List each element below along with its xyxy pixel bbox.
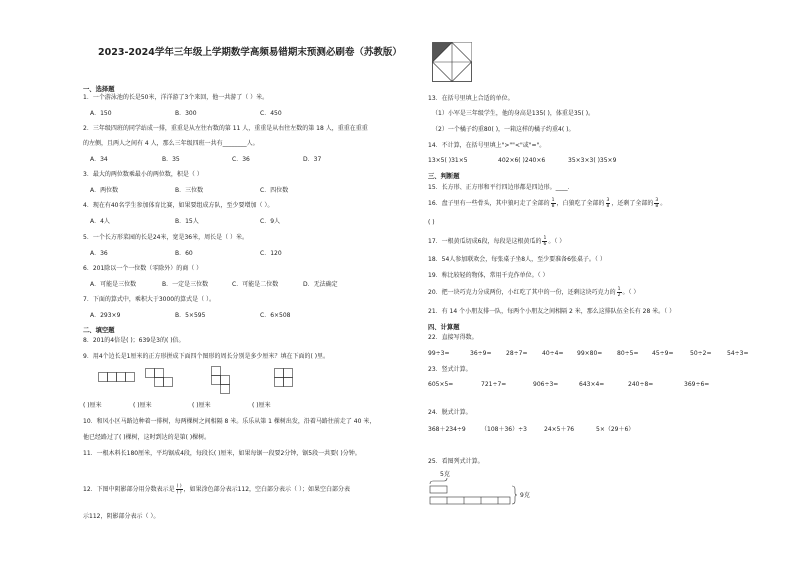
q24-item-4: 5×（29＋6） [596, 426, 635, 433]
question-15: 15．长方形、正方形和平行四边形都是四边形。____． [428, 184, 574, 191]
q5-option-b: B．60 [175, 250, 193, 257]
q14-compare-3: 35×3×3( )35×9 [568, 157, 617, 164]
q4-option-a: A．4人 [90, 218, 110, 225]
question-9: 9．用4个边长是1厘米的正方形拼成下面四个图形的周长分别是多少厘米？填在下面的( )里。 [83, 353, 330, 360]
q16-text-end: 。 [660, 200, 667, 207]
q6-option-d: D．无法确定 [303, 281, 338, 288]
question-1: 1．一个游泳池的长是50米，洋洋游了3个来回，他一共游了（ ）米。 [83, 94, 269, 101]
section-choice-heading: 一、选择题 [83, 86, 115, 93]
q25-bar-diagram [428, 478, 518, 508]
q5-option-c: C．120 [260, 250, 282, 257]
q2-option-d: D．37 [303, 156, 322, 163]
q22-item-5: 99×80= [577, 350, 603, 357]
q23-item-2: 721÷7= [481, 381, 507, 388]
q5-option-a: A．36 [90, 250, 108, 257]
q25-top-label: 5克 [440, 471, 450, 478]
q22-item-3: 28÷7= [506, 350, 528, 357]
q7-option-c: C．6×508 [260, 312, 291, 319]
question-25: 25．看图列式计算。 [428, 458, 484, 465]
q14-compare-2: 402×6( )240×6 [498, 157, 546, 164]
section-fill-heading: 二、填空题 [83, 327, 115, 334]
question-17 [428, 236, 565, 247]
question-18: 18．54人参加联欢会，每张桌子坐8人，至少要准备6张桌子。（ ） [428, 256, 606, 263]
q20-text: 20．把一块巧克力分成两份，小红吃了其中的一份，还剩这块巧克力的 [428, 289, 616, 296]
q9-blank-2: ( )厘米 [133, 402, 152, 409]
q7-option-b: B．5×595 [175, 312, 206, 319]
q22-item-6: 80÷5= [617, 350, 639, 357]
q12-text-b: ，如果涂色部分表示112，空白部分表示（ ）；如果空白部分表 [183, 486, 350, 493]
question-22: 22．直接写得数。 [428, 334, 478, 341]
q16-text-b: ，白狼吃了全部的 [556, 200, 605, 207]
question-23: 23．竖式计算。 [428, 366, 472, 373]
q2-option-c: C．36 [232, 156, 250, 163]
section-calc-heading: 四、计算题 [428, 324, 460, 331]
question-8: 8．201的4倍是( )；639是3的( )倍。 [83, 337, 185, 344]
question-13-1: （1）小军是三年级学生，他的身高是135( )，体重是35( )。 [432, 110, 595, 117]
question-21: 21．有 14 个小朋友排一队，每两个小朋友之间相隔 2 米，那么这排队伍全长有 28 米。（ ） [428, 308, 676, 315]
question-10-line2: 他已经路过了( )棵树，这时到达的是第( )棵树。 [83, 434, 211, 441]
question-3: 3．最大的两位数乘最小的两位数，积是（ ） [83, 171, 203, 178]
q9-blank-1: ( )厘米 [83, 402, 102, 409]
question-12-line2: 示112，阴影部分表示（ ）。 [83, 513, 160, 520]
q25-right-label: 9克 [520, 492, 530, 499]
question-20 [428, 287, 639, 298]
q7-option-a: A．293×9 [90, 312, 121, 319]
q22-item-9: 54÷3= [727, 350, 749, 357]
q22-item-2: 36÷9= [470, 350, 492, 357]
question-11: 11．一根木料长180厘米，平均锯成4段，每段长( )厘米，如果每锯一段要2分钟，锯5段一共要( )分钟。 [83, 450, 361, 457]
q9-shape-4 [274, 368, 294, 388]
q6-option-a: A．可能是三位数 [90, 281, 137, 288]
q17-text: 17．一根黄瓜切成6段，每段是这根黄瓜的 [428, 238, 542, 245]
q3-option-a: A．两位数 [90, 187, 119, 194]
q4-option-b: B．15人 [175, 218, 199, 225]
q24-item-3: 24×5＋76 [544, 426, 575, 433]
q16-answer-paren: ( ) [428, 219, 435, 226]
q22-item-1: 99÷3= [428, 350, 450, 357]
question-16 [428, 198, 666, 209]
q1-option-c: C．450 [260, 110, 282, 117]
q23-item-3: 906÷3= [533, 381, 559, 388]
q12-fraction: $\frac{( )}{( )}$ [176, 484, 182, 495]
q9-blank-3: ( )厘米 [192, 402, 211, 409]
q20-fraction: $\frac{1}{2}$ [617, 287, 621, 298]
q6-option-c: C．可能是二位数 [232, 281, 279, 288]
question-5: 5．一个长方形菜园的长是24米，宽是36米，周长是（ ）米。 [83, 234, 248, 241]
page-title: 2023-2024学年三年级上学期数学高频易错期末预测必刷卷（苏教版） [98, 47, 402, 58]
q16-fraction-1: $\frac{1}{8}$ [551, 198, 555, 209]
question-14: 14．不计算，在括号里填上">""<"或"="。 [428, 142, 546, 149]
q16-text-a: 16．盘子里有一些骨头，其中狼叼走了全部的 [428, 200, 550, 207]
question-19: 19．称比较轻的物体，常用千克作单位。（ ） [428, 272, 549, 279]
q22-item-7: 45÷9= [652, 350, 674, 357]
q2-option-a: A．34 [90, 156, 108, 163]
q3-option-b: B．三位数 [175, 187, 204, 194]
section-judge-heading: 三、判断题 [428, 173, 460, 180]
q12-text-a: 12．下图中阴影部分用分数表示是 [83, 486, 175, 493]
question-7: 7．下面的算式中，乘积大于3000的算式是（ ）。 [83, 296, 215, 303]
q24-item-1: 368＋234÷9 [428, 426, 466, 433]
q22-item-4: 40÷4= [542, 350, 564, 357]
q16-fraction-2: $\frac{3}{8}$ [606, 198, 610, 209]
q14-compare-1: 13×5( )31×5 [428, 157, 468, 164]
q9-shape-2 [145, 368, 175, 387]
q12-shaded-square-figure [432, 42, 472, 82]
question-10-line1: 10．和风小区马路边种着一排树，每两棵树之间相隔 8 米。乐乐从第 1 棵树出发，沿着马路往前走了 40 米， [83, 418, 376, 425]
question-24: 24．脱式计算。 [428, 409, 472, 416]
q2-option-b: B．35 [162, 156, 180, 163]
q17-fraction: $\frac{1}{6}$ [543, 236, 547, 247]
q6-option-b: B．一定是三位数 [162, 281, 209, 288]
q24-item-2: （108＋36）÷3 [481, 426, 527, 433]
q20-text-end: 。（ ） [622, 289, 640, 296]
q9-shape-3 [211, 366, 231, 394]
q1-option-b: B．300 [175, 110, 197, 117]
q16-fraction-3: $\frac{3}{8}$ [655, 198, 659, 209]
q3-option-c: C．四位数 [260, 187, 289, 194]
question-13-2: （2）一个橘子约重80( )，一箱这样的橘子约重4( )。 [432, 126, 575, 133]
q4-option-c: C．9人 [260, 218, 281, 225]
q23-item-4: 643×4= [579, 381, 605, 388]
q23-item-6: 369÷6= [684, 381, 710, 388]
question-2-line1: 2．三年级四班的同学站成一排，重重是从左往右数的第 11 人，重重是从右往左数的第 18 人，重重在重重 [83, 125, 368, 132]
question-4: 4．现在有40名学生参加体育比赛，如果要组成方队，至少要增加（ ）。 [83, 202, 274, 209]
q17-text-end: 。（ ） [548, 238, 566, 245]
question-2-line2: 的左侧，且两人之间有 4 人，那么三年级四班一共有________人。 [83, 140, 259, 147]
question-13: 13．在括号里填上合适的单位。 [428, 95, 514, 102]
q22-item-8: 50÷2= [690, 350, 712, 357]
q9-shape-1 [98, 372, 138, 382]
q1-option-a: A．150 [90, 110, 112, 117]
question-6: 6．201除以一个一位数（零除外）的商（ ） [83, 265, 203, 272]
q23-item-1: 605×5= [428, 381, 454, 388]
q16-text-c: ，还剩了全部的 [611, 200, 654, 207]
q23-item-5: 240÷8= [628, 381, 654, 388]
question-12-line1 [83, 484, 350, 495]
q9-blank-4: ( )厘米 [252, 402, 271, 409]
